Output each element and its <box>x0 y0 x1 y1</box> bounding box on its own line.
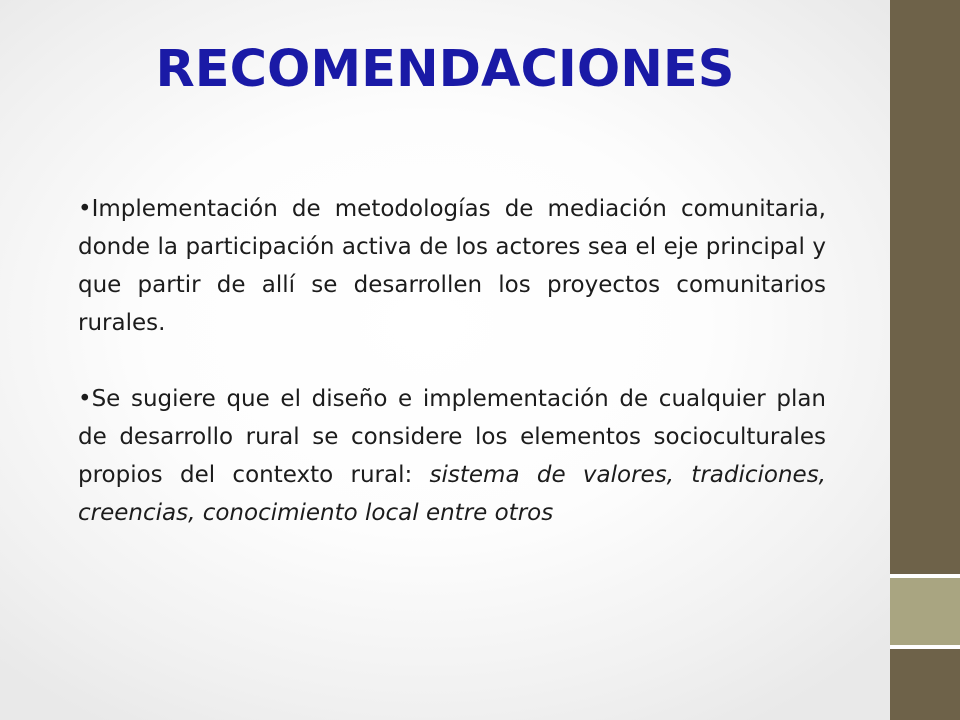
slide-title: RECOMENDACIONES <box>155 40 735 99</box>
bullet-marker: • <box>78 196 92 222</box>
bullet-item <box>78 380 826 532</box>
bullet-text: Se sugiere que el diseño e implementación de cualquier plan de desarrollo rural se considere los elementos socioculturales propios del contexto rural: <box>78 386 826 488</box>
bullet-text: Implementación de metodologías de mediación comunitaria, donde la participación activa de los actores sea el eje principal y que partir de allí se desarrollen los proyectos comunitarios rurales. <box>78 196 826 336</box>
sidebar-band-bottom <box>890 649 960 720</box>
sidebar-band-middle <box>890 578 960 645</box>
bullet-item <box>78 190 826 342</box>
bullet-marker: • <box>78 386 92 412</box>
sidebar-band-top <box>890 0 960 574</box>
slide-body <box>78 190 826 570</box>
bullet-italic-text: sistema de valores, tradiciones, creencias, conocimiento local entre otros <box>78 462 826 526</box>
